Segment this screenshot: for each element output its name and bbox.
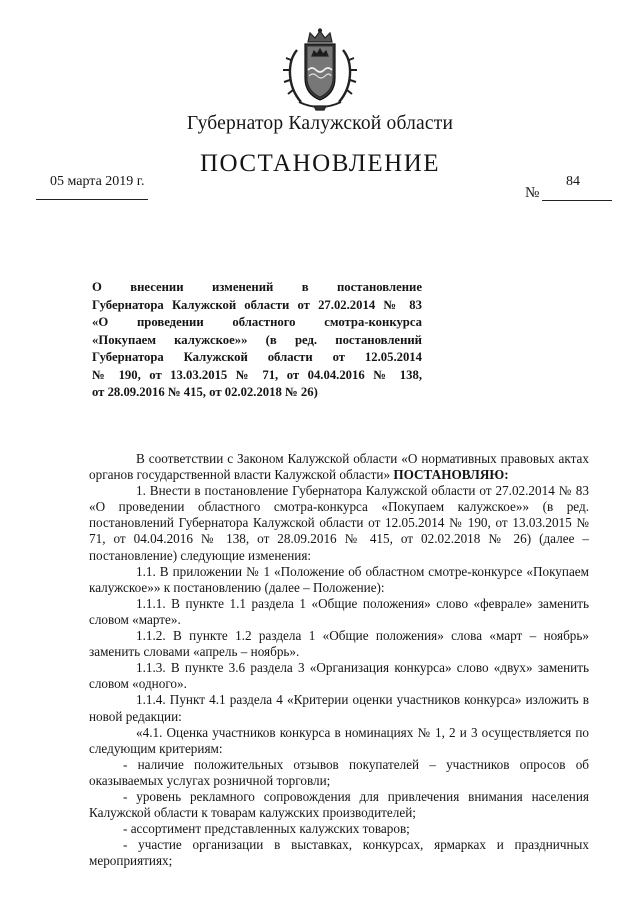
subject-line: № 190, от 13.03.2015 № 71, от 04.04.2016 № 138,: [92, 367, 422, 382]
document-type-title: ПОСТАНОВЛЕНИЕ: [199, 150, 441, 177]
subject-line: «О проведении областного смотра-конкурса: [92, 315, 422, 329]
criterion-item: - наличие положительных отзывов покупателей – участников опросов об оказываемых услугах розничной торговли;: [89, 756, 589, 788]
clause-1-1-1: 1.1.1. В пункте 1.1 раздела 1 «Общие положения» слово «феврале» заменить словом «марте».: [89, 595, 589, 627]
clause-1: 1. Внести в постановление Губернатора Калужской области от 27.02.2014 № 83 «О проведении областного смотра-конкурса «Покупаем калужское»» (в ред. постановлений Губернатора Калужской области от 12.05.2014 № 190, от 13.03.2015 № 71, от 04.04.2016 № 138, от 28.09.2016 № 415, от 02.02.2018 № 26) (далее – постановление) следующие изменения:: [89, 483, 589, 563]
document-date: 05 марта 2019 г.: [50, 174, 145, 189]
subject-line: Губернатора Калужской области от 27.02.2014 № 83: [92, 297, 422, 312]
issuing-authority: Губернатор Калужской области: [186, 113, 454, 134]
preamble-paragraph: [89, 451, 589, 483]
preamble-text: В соответствии с Законом Калужской области «О нормативных правовых актах органов государственной власти Калужской области»: [89, 451, 589, 483]
subject-line: от 28.09.2016 № 415, от 02.02.2018 № 26): [92, 385, 318, 399]
document-body: [89, 451, 589, 869]
number-underline: [542, 200, 612, 201]
clause-4-1: «4.1. Оценка участников конкурса в номинациях № 1, 2 и 3 осуществляется по следующим критериям:: [89, 724, 589, 756]
document-number-sign: №: [525, 185, 540, 201]
subject-line: О внесении изменений в постановление: [92, 280, 422, 294]
criterion-item: - ассортимент представленных калужских товаров;: [123, 821, 410, 837]
document-subject: [92, 279, 422, 402]
criterion-item: - участие организации в выставках, конкурсах, ярмарках и праздничных мероприятиях;: [89, 837, 589, 869]
document-number: 84: [566, 174, 580, 189]
criterion-item: - уровень рекламного сопровождения для привлечения внимания населения Калужской области к товарам калужских производителей;: [89, 788, 589, 821]
date-underline: [36, 199, 148, 200]
clause-1-1-3: 1.1.3. В пункте 3.6 раздела 3 «Организация конкурса» слово «двух» заменить словом «одного».: [89, 660, 589, 692]
resolve-keyword: ПОСТАНОВЛЯЮ:: [393, 467, 509, 483]
clause-1-1: 1.1. В приложении № 1 «Положение об областном смотре-конкурсе «Покупаем калужское»» к постановлению (далее – Положение):: [89, 563, 589, 595]
clause-1-1-4: 1.1.4. Пункт 4.1 раздела 4 «Критерии оценки участников конкурса» изложить в новой редакции:: [89, 692, 589, 724]
clause-1-1-2: 1.1.2. В пункте 1.2 раздела 1 «Общие положения» слова «март – ноябрь» заменить словами «апрель – ноябрь».: [89, 628, 589, 660]
subject-line: Губернатора Калужской области от 12.05.2014: [92, 350, 422, 364]
kaluga-coat-of-arms-emblem: [281, 28, 359, 112]
subject-line: «Покупаем калужское»» (в ред. постановлений: [92, 332, 422, 347]
